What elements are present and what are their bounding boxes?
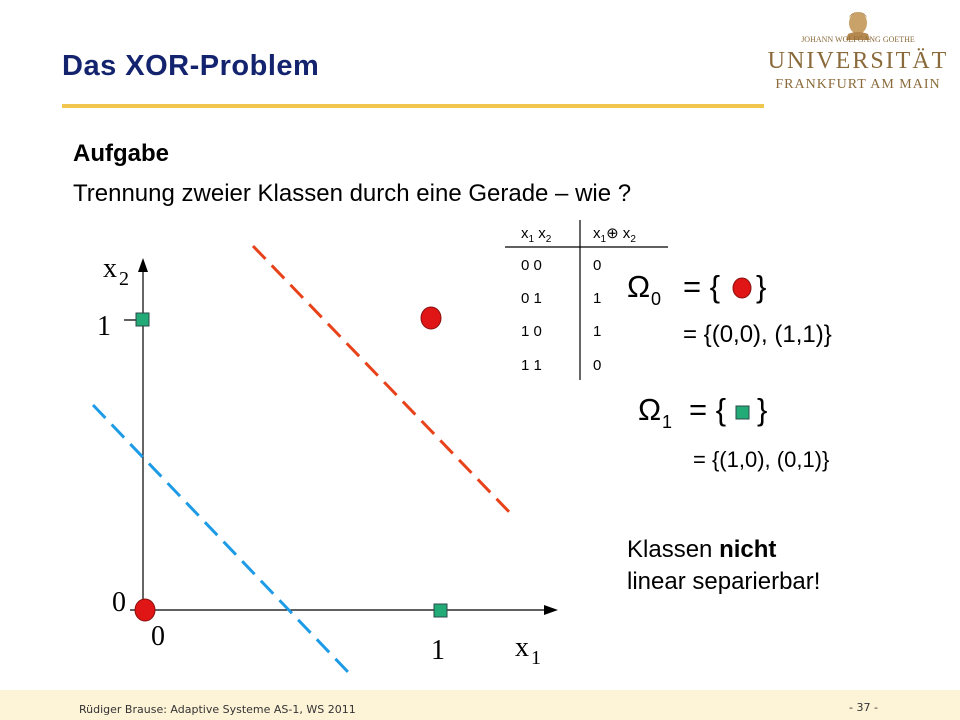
logo-line2: UNIVERSITÄT [768,48,948,74]
omega0-set-open: = { [683,269,721,304]
red-point-1-1 [421,307,441,329]
task-question: Trennung zweier Klassen durch eine Gerade – wie ? [73,180,632,207]
omega1-symbol: Ω [638,392,662,427]
conclusion-prefix: Klassen [627,536,720,563]
conclusion-text [627,534,820,598]
x-axis-label-sub: 1 [531,647,541,669]
table-cell: 1 [593,290,602,307]
table-cell: 1 [593,323,602,340]
omega0-red-circle [733,278,751,298]
y-axis-arrow [138,258,148,272]
conclusion-bold: nicht [719,536,777,563]
table-header-xor: $x_1\oplus$ $x_2$ [593,225,636,245]
table-cell: 0 1 [521,290,542,307]
table-cell: 1 0 [521,323,542,340]
y-tick-0: 0 [112,587,126,618]
table-cell: 0 [593,257,602,274]
y-tick-1: 1 [97,311,111,342]
x-axis-label: x [515,632,529,663]
table-cell: 0 0 [521,257,542,274]
omega1-members: = {(1,0), (0,1)} [693,447,830,472]
x-tick-1: 1 [431,635,445,666]
omega0-symbol: Ω [627,269,651,304]
green-point-0-1 [136,313,149,326]
omega1-set-open: = { [689,392,727,427]
y-axis-label: x [103,253,117,284]
footer-author: Rüdiger Brause: Adaptive Systeme AS-1, WS 2011 [79,703,356,716]
conclusion-line2: linear separierbar! [627,568,821,595]
x-axis-arrow [544,605,558,615]
x-tick-0: 0 [151,621,165,652]
omega1-green-square [736,406,749,419]
blue-separator-line [93,405,348,672]
table-cell: 0 [593,357,602,374]
omega0-members: = {(0,0), (1,1)} [683,321,832,348]
omega0-set-close: } [756,269,767,304]
logo-line3: FRANKFURT AM MAIN [775,77,941,92]
red-point-0-0 [135,599,155,621]
omega0-sub: 0 [651,289,662,309]
table-header-x1: $x_1$ $x_2$ [521,225,552,245]
y-axis-label-sub: 2 [119,268,129,290]
green-point-1-0 [434,604,447,617]
section-heading: Aufgabe [73,140,169,167]
red-separator-line [253,246,515,518]
logo-line1: JOHANN WOLFGANG GOETHE [801,35,915,44]
slide-title: Das XOR-Problem [62,50,320,82]
omega1-set-close: } [757,392,768,427]
omega1-sub: 1 [662,412,673,432]
footer-page-number: - 37 - [849,701,878,714]
table-cell: 1 1 [521,357,542,374]
